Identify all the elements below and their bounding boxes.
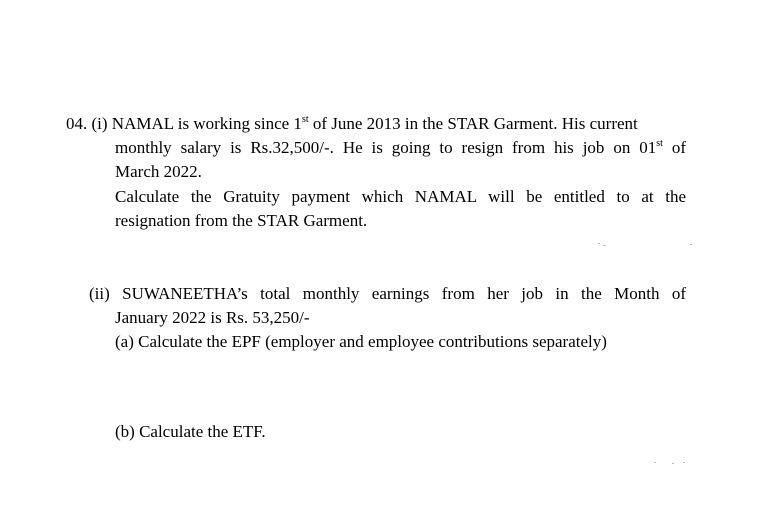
question-04-part-i-line-1	[66, 112, 686, 136]
part-i-label: (i)	[91, 114, 108, 133]
part-ii-label: (ii)	[89, 284, 110, 303]
question-04-part-i-line-2	[115, 136, 686, 160]
question-04-part-ii-line-1	[89, 282, 686, 306]
scan-speck	[598, 243, 600, 244]
part-ii-sub-a-text: (a) Calculate the EPF (employer and employee contributions separately)	[115, 332, 607, 351]
scan-speck	[603, 245, 606, 246]
part-ii-sub-b-text: (b) Calculate the ETF.	[115, 422, 266, 441]
part-i-sup-2: st	[656, 138, 663, 149]
part-i-text-2b: of	[662, 138, 686, 157]
part-i-text-5: resignation from the STAR Garment.	[115, 211, 368, 230]
question-04-part-i-line-3	[115, 160, 202, 184]
question-04-part-ii-line-2	[115, 306, 310, 330]
question-04-part-i-line-4	[115, 185, 686, 209]
part-i-text-1b: of June 2013 in the STAR Garment. His current	[308, 114, 638, 133]
scan-speck	[654, 462, 656, 463]
scan-speck	[672, 463, 674, 464]
part-i-text-1a: NAMAL is working since 1	[111, 114, 302, 133]
question-04-part-ii-sub-a	[115, 330, 607, 354]
part-i-text-4: Calculate the Gratuity payment which NAMAL will be entitled to at the	[115, 187, 686, 206]
part-ii-text-2: January 2022 is Rs. 53,250/-	[115, 308, 310, 327]
scan-speck	[690, 244, 692, 245]
question-number: 04.	[66, 114, 88, 133]
question-04-part-i-line-5	[115, 209, 367, 233]
part-i-sup-1: st	[301, 114, 309, 125]
part-i-text-2a: monthly salary is Rs.32,500/-. He is going to resign from his job on 01	[115, 138, 657, 157]
question-04-part-ii-sub-b	[115, 420, 266, 444]
scan-speck	[683, 462, 685, 463]
part-i-text-3: March 2022.	[115, 162, 202, 181]
part-ii-text-1: SUWANEETHA’s total monthly earnings from her job in the Month of	[122, 284, 686, 303]
